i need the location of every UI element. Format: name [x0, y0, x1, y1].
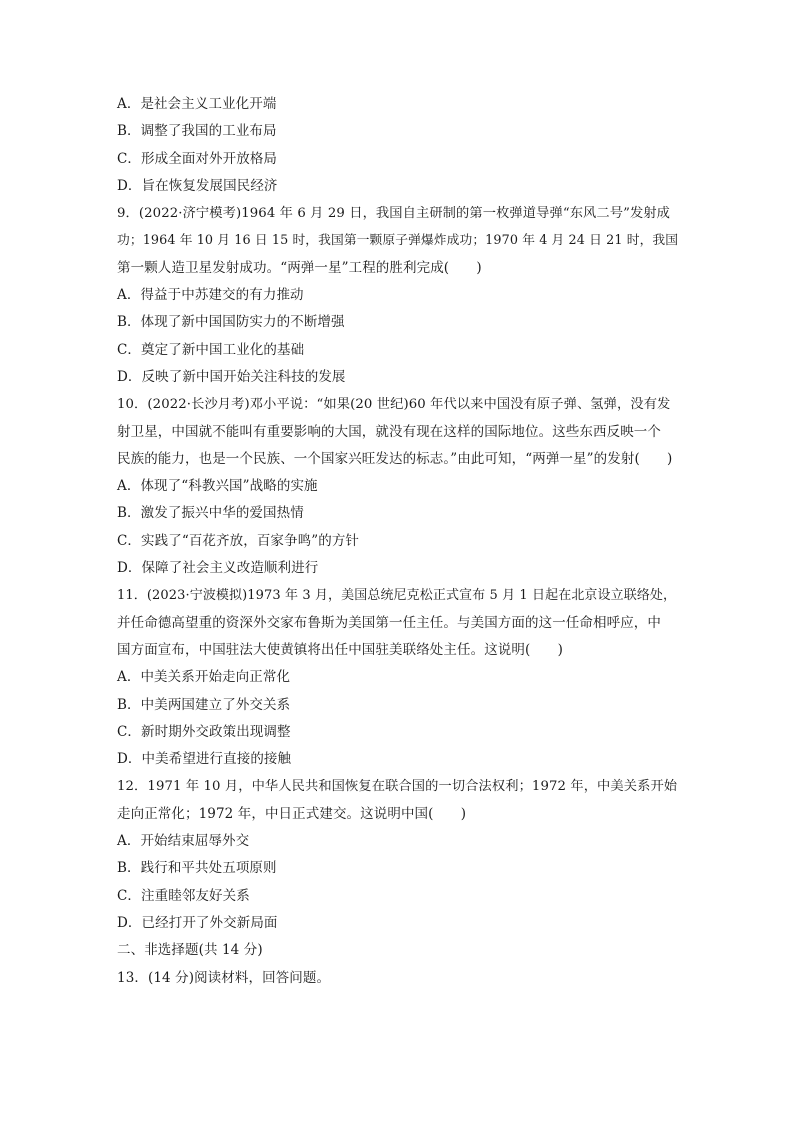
q8-option-a: A．是社会主义工业化开端: [117, 96, 277, 112]
document-page: [117, 91, 679, 992]
q12-option-c: C．注重睦邻友好关系: [117, 887, 250, 904]
q11-option-d: D．中美希望进行直接的接触: [117, 751, 292, 768]
q11-option-b: B．中美两国建立了外交关系: [117, 696, 291, 713]
q12-stem-line-1: 12．1971 年 10 月，中华人民共和国恢复在联合国的一切合法权利；1972 年，中美关系开始: [117, 779, 678, 795]
q11-option-c: C．新时期外交政策出现调整: [117, 723, 291, 740]
q11-option-a: A．中美关系开始走向正常化: [117, 669, 291, 686]
q12-option-a: A．开始结束屈辱外交: [117, 833, 250, 850]
q12-option-d: D．已经打开了外交新局面: [117, 914, 278, 931]
q10-option-a: A．体现了“科教兴国”战略的实施: [117, 478, 318, 495]
question-11: [117, 582, 679, 773]
question-10: [117, 391, 679, 582]
q12-stem-line-2: 走向正常化；1972 年，中日正式建交。这说明中国( ): [117, 805, 467, 822]
q11-stem-line-3: 国方面宣布，中国驻法大使黄镇将出任中国驻美联络处主任。这说明( ): [117, 641, 563, 658]
q11-stem-line-2: 并任命德高望重的资深外交家布鲁斯为美国第一任主任。与美国方面的这一任命相呼应，中: [117, 614, 661, 631]
q9-option-b: B．体现了新中国国防实力的不断增强: [117, 314, 345, 331]
q8-option-d: D．旨在恢复发展国民经济: [117, 177, 278, 194]
q9-option-c: C．奠定了新中国工业化的基础: [117, 341, 305, 358]
q13-stem: 13．(14 分)阅读材料，回答问题。: [117, 969, 331, 986]
q9-stem-line-2: 功；1964 年 10 月 16 日 15 时，我国第一颗原子弹爆炸成功；1970 年 4 月 24 日 21 时，我国: [117, 233, 679, 249]
q9-stem-line-1: 9．(2022·济宁模考)1964 年 6 月 29 日，我国自主研制的第一枚弹道导弹“东风二号”发射成: [117, 206, 671, 222]
q10-option-b: B．激发了振兴中华的爱国热情: [117, 505, 304, 522]
q8-option-b: B．调整了我国的工业布局: [117, 123, 277, 140]
q10-stem-line-2: 射卫星，中国就不能叫有重要影响的大国，就没有现在这样的国际地位。这些东西反映一个: [117, 423, 661, 440]
q9-option-a: A．得益于中苏建交的有力推动: [117, 287, 304, 304]
q8-option-c: C．形成全面对外开放格局: [117, 150, 278, 167]
q9-stem-line-3: 第一颗人造卫星发射成功。“两弹一星”工程的胜利完成( ): [117, 259, 482, 276]
question-12: [117, 773, 679, 937]
question-9: [117, 200, 679, 391]
q12-option-b: B．践行和平共处五项原则: [117, 860, 277, 877]
q10-stem-line-3: 民族的能力，也是一个民族、一个国家兴旺发达的标志。”由此可知，“两弹一星”的发射( ): [117, 450, 673, 467]
q10-stem-line-1: 10．(2022·长沙月考)邓小平说：“如果(20 世纪)60 年代以来中国没有原子弹、氢弹，没有发: [117, 397, 671, 413]
q10-option-c: C．实践了“百花齐放，百家争鸣”的方针: [117, 532, 360, 549]
section-2-heading: 二、非选择题(共 14 分): [117, 942, 263, 959]
q10-option-d: D．保障了社会主义改造顺利进行: [117, 560, 319, 577]
q11-stem-line-1: 11．(2023·宁波模拟)1973 年 3 月，美国总统尼克松正式宣布 5 月 1 日起在北京设立联络处，: [117, 588, 677, 604]
q8-options: [117, 91, 679, 200]
q9-option-d: D．反映了新中国开始关注科技的发展: [117, 368, 346, 385]
